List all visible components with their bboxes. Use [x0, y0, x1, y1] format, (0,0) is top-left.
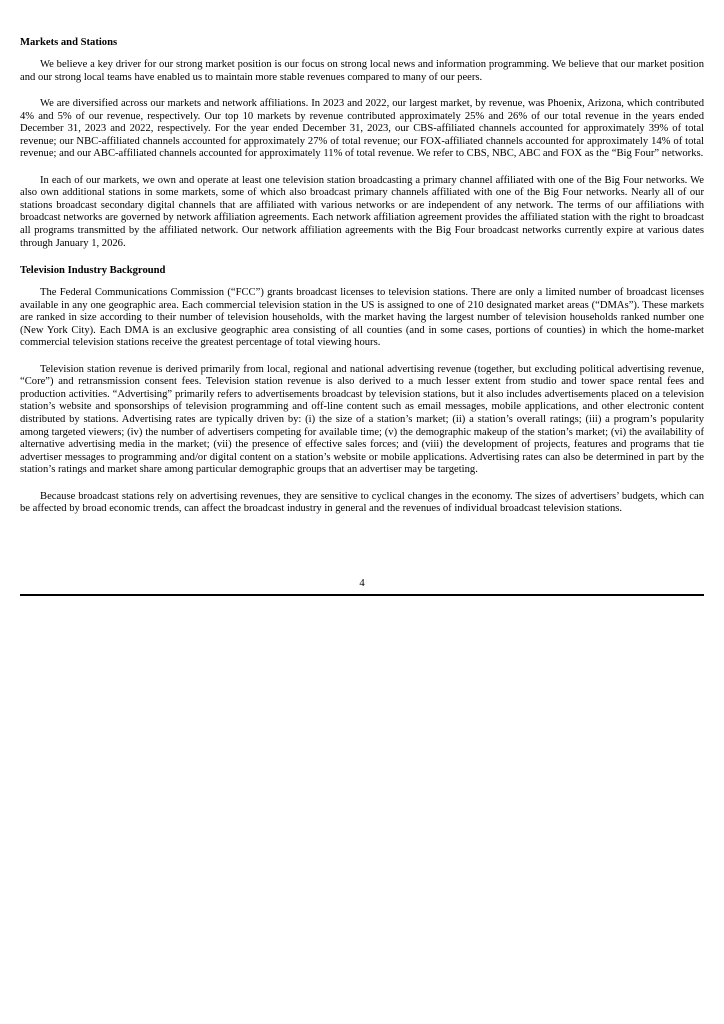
page-divider	[20, 594, 704, 596]
document-page	[20, 36, 704, 530]
paragraph: Television station revenue is derived primarily from local, regional and national advertising revenue (together, but excluding political advertising revenue, “Core”) and retransmission consent fees. Television station revenue is also derived to a much lesser extent from studio and tower space rental fees and production activities. “Advertising” primarily refers to advertisements broadcast by television stations, but it also includes advertisements placed on a television station’s website and sponsorships of television programming and off-line content such as email messages, mobile applications, and other electronic content distributed by stations. Advertising rates are typically driven by: (i) the size of a station’s market; (ii) a station’s overall ratings; (iii) a program’s popularity among targeted viewers; (iv) the number of advertisers competing for available time; (v) the demographic makeup of the station’s market; (vi) the availability of alternative advertising media in the market; (vii) the presence of effective sales forces; and (viii) the development of projects, features and programs that tie advertiser messages to programming and/or digital content on a station’s website or mobile applications. Advertising rates can also be determined in part by the station’s ratings and market share among particular demographic groups that an advertiser may be targeting.	[20, 363, 704, 476]
paragraph: We believe a key driver for our strong market position is our focus on strong local news and information programming. We believe that our market position and our strong local teams have enabled us to maintain more stable revenues compared to many of our peers.	[20, 59, 704, 83]
section-heading-television-industry-background: Television Industry Background	[20, 265, 166, 277]
paragraph: Because broadcast stations rely on advertising revenues, they are sensitive to cyclical changes in the economy. The sizes of advertisers’ budgets, which can be affected by broad economic trends, can affect the broadcast industry in general and the revenues of individual broadcast television stations.	[20, 490, 704, 515]
paragraph: We are diversified across our markets and network affiliations. In 2023 and 2022, our largest market, by revenue, was Phoenix, Arizona, which contributed 4% and 5% of our revenue, respectively. Our top 10 markets by revenue contributed approximately 25% and 26% of our total revenue in the years ended December 31, 2023 and 2022, respectively. For the year ended December 31, 2023, our CBS-affiliated channels accounted for approximately 39% of total revenue; our NBC-affiliated channels accounted for approximately 27% of total revenue; our FOX-affiliated channels accounted for approximately 14% of total revenue; and our ABC-affiliated channels accounted for approximately 11% of total revenue. We refer to CBS, NBC, ABC and FOX as the “Big Four” networks.	[20, 98, 704, 160]
paragraph: In each of our markets, we own and operate at least one television station broadcasting a primary channel affiliated with one of the Big Four networks. We also own additional stations in some markets, some of which also broadcast primary channels affiliated with one of the Big Four networks. Nearly all of our stations broadcast secondary digital channels that are affiliated with various networks or are independent of any network. The terms of our affiliations with broadcast networks are governed by network affiliation agreements. Each network affiliation agreement provides the affiliated station with the right to broadcast all programs transmitted by the affiliated network. Our network affiliation agreements with the Big Four broadcast networks currently expire at various dates through January 1, 2026.	[20, 174, 704, 249]
page-number: 4	[359, 578, 365, 589]
paragraph: The Federal Communications Commission (“FCC”) grants broadcast licenses to television stations. There are only a limited number of broadcast licenses available in any one geographic area. Each commercial television station in the US is assigned to one of 210 designated market areas (“DMAs”). These markets are ranked in size according to their number of television households, with the market having the largest number of television households ranked number one (New York City). Each DMA is an exclusive geographic area consisting of all counties (and in some cases, portions of counties) in which the home-market commercial television stations receive the greatest percentage of total viewing hours.	[20, 287, 704, 349]
section-heading-markets-and-stations: Markets and Stations	[20, 37, 118, 48]
